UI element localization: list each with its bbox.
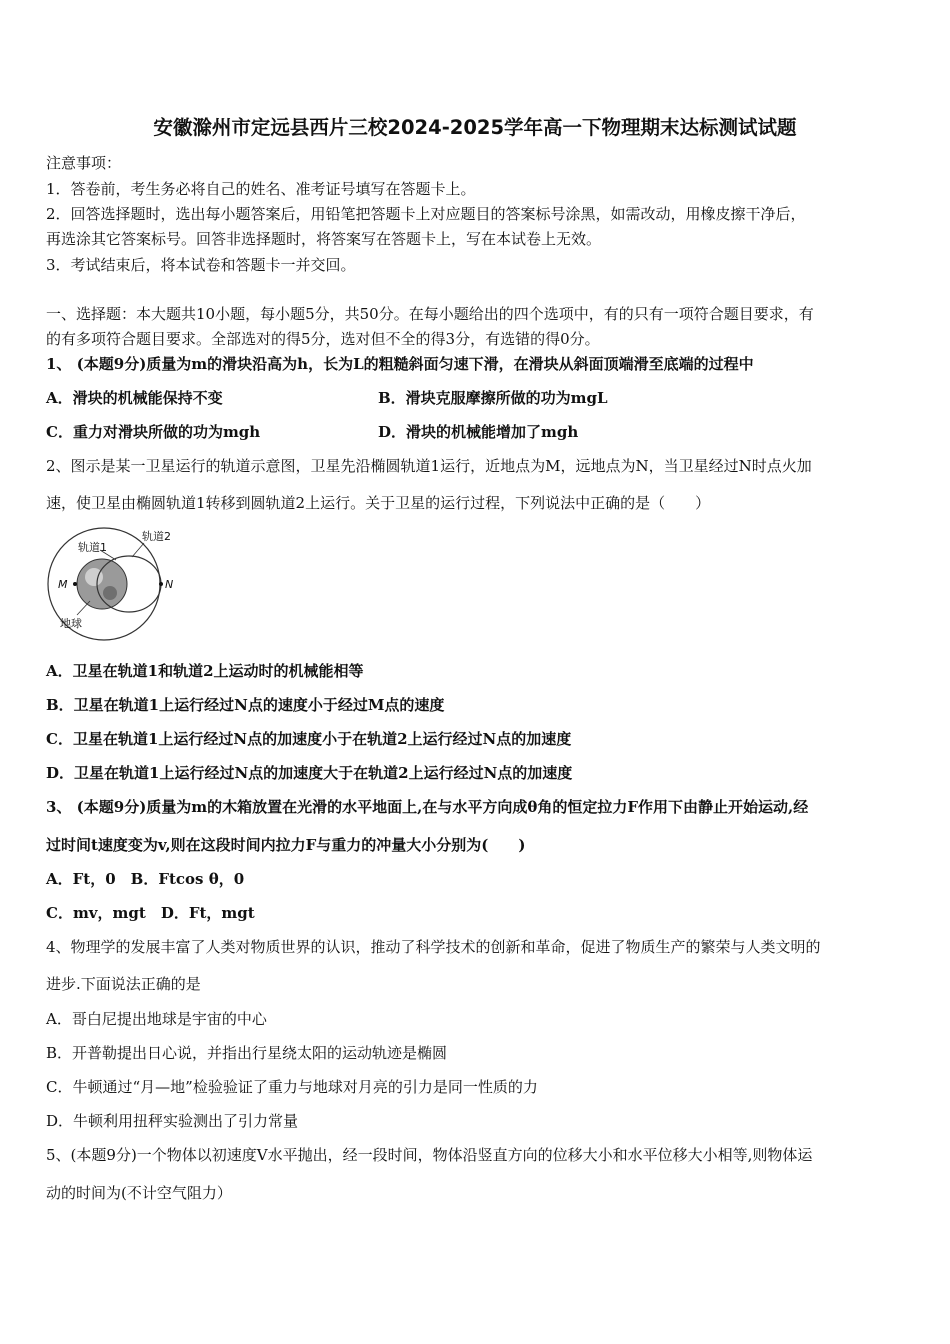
label-orbit-1: 轨道1 [78,541,107,554]
section-instructions-line2: 的有多项符合题目要求。全部选对的得5分，选对但不全的得3分，有选错的得0分。 [46,330,600,348]
q2-stem-line1: 2、图示是某一卫星运行的轨道示意图，卫星先沿椭圆轨道1运行，近地点为M，远地点为N，当卫星经过N时点火加 [46,457,812,475]
notice-item-3: 3．考试结束后，将本试卷和答题卡一并交回。 [46,256,356,274]
q4-option-b: B．开普勒提出日心说，并指出行星绕太阳的运动轨迹是椭圆 [46,1044,448,1062]
q1-option-d: D．滑块的机械能增加了mgh [378,423,579,441]
q2-option-b: B．卫星在轨道1上运行经过N点的速度小于经过M点的速度 [46,696,445,714]
q3-options-ab: A．Ft，0 B．Ftcos θ，0 [46,870,245,888]
label-n: N [165,578,174,591]
q4-stem-line2: 进步.下面说法正确的是 [46,975,201,993]
point-m-dot [73,582,77,586]
notice-item-2: 2．回答选择题时，选出每小题答案后，用铅笔把答题卡上对应题目的答案标号涂黑，如需改动，用橡皮擦干净后， [46,205,806,223]
q1-option-b: B．滑块克服摩擦所做的功为mgL [378,389,608,407]
q4-option-c: C．牛顿通过“月—地”检验验证了重力与地球对月亮的引力是同一性质的力 [46,1078,538,1096]
q3-options-cd: C．mv，mgt D．Ft，mgt [46,904,255,922]
q1-option-a: A．滑块的机械能保持不变 [46,389,223,407]
q2-option-a: A．卫星在轨道1和轨道2上运动时的机械能相等 [46,662,364,680]
orbit-diagram [44,527,194,649]
q4-option-a: A．哥白尼提出地球是宇宙的中心 [46,1010,267,1028]
exam-title: 安徽滁州市定远县西片三校2024-2025学年高一下物理期末达标测试试题 [153,116,797,139]
notice-item-2-cont: 再选涂其它答案标号。回答非选择题时，将答案写在答题卡上，写在本试卷上无效。 [46,230,602,248]
notice-item-1: 1．答卷前，考生务必将自己的姓名、准考证号填写在答题卡上。 [46,180,476,198]
q5-stem-line2: 动的时间为(不计空气阻力） [46,1184,232,1202]
q4-option-d: D．牛顿利用扭秤实验测出了引力常量 [46,1112,299,1130]
q1-stem: 1、 (本题9分)质量为m的滑块沿高为h，长为L的粗糙斜面匀速下滑，在滑块从斜面顶端滑至底端的过程中 [46,355,754,373]
q1-option-c: C．重力对滑块所做的功为mgh [46,423,261,441]
label-m: M [58,578,68,591]
earth-icon [77,559,127,609]
q5-stem-line1: 5、(本题9分)一个物体以初速度V水平抛出，经一段时间，物体沿竖直方向的位移大小和水平位移大小相等,则物体运 [46,1146,813,1164]
notice-heading: 注意事项： [46,154,122,172]
label-earth: 地球 [60,617,82,630]
q2-option-d: D．卫星在轨道1上运行经过N点的加速度大于在轨道2上运行经过N点的加速度 [46,764,573,782]
point-n-dot [159,582,163,586]
q3-stem-line1: 3、 (本题9分)质量为m的木箱放置在光滑的水平地面上,在与水平方向成θ角的恒定拉力F作用下由静止开始运动,经 [46,798,809,816]
q2-stem-line2: 速，使卫星由椭圆轨道1转移到圆轨道2上运行。关于卫星的运行过程，下列说法中正确的是（ ） [46,494,711,512]
q4-stem-line1: 4、物理学的发展丰富了人类对物质世界的认识，推动了科学技术的创新和革命，促进了物质生产的繁荣与人类文明的 [46,938,821,956]
q2-option-c: C．卫星在轨道1上运行经过N点的加速度小于在轨道2上运行经过N点的加速度 [46,730,572,748]
label-orbit-2: 轨道2 [142,530,171,543]
section-instructions-line1: 一、选择题：本大题共10小题，每小题5分，共50分。在每小题给出的四个选项中，有的只有一项符合题目要求，有 [46,305,814,323]
q3-stem-line2: 过时间t速度变为v,则在这段时间内拉力F与重力的冲量大小分别为( ) [46,836,526,854]
